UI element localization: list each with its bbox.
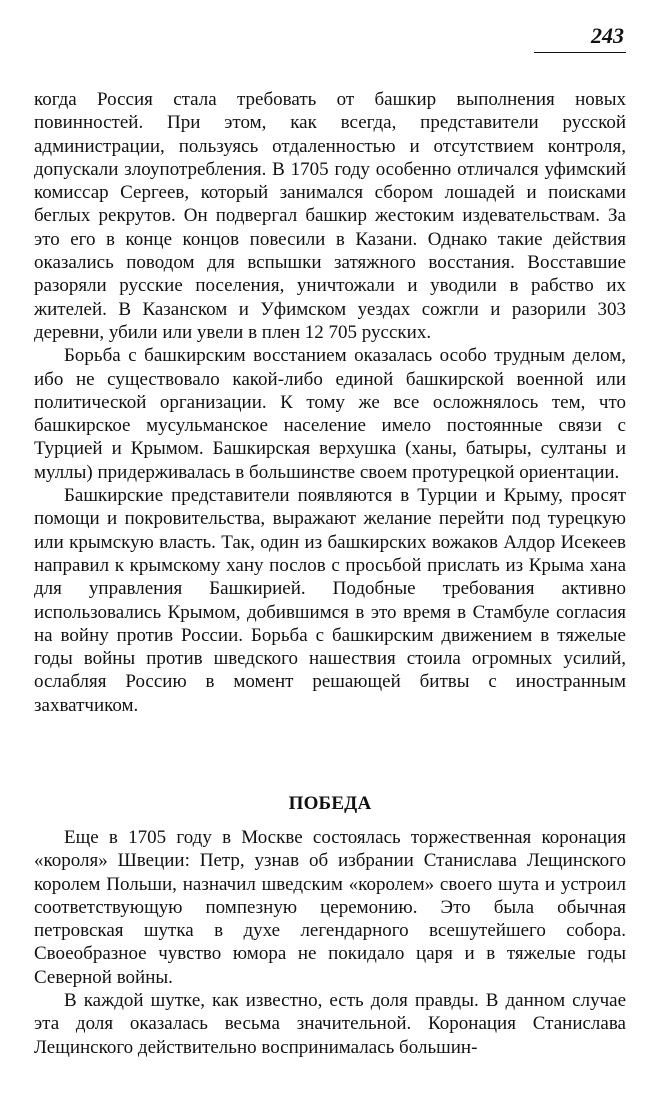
- page-number: 243: [591, 23, 624, 48]
- text-block-top: [34, 88, 626, 717]
- section-heading: ПОБЕДА: [288, 793, 372, 814]
- paragraph: В каждой шутке, как известно, есть доля правды. В данном случае эта доля оказалась весьма значительной. Коронация Станислава Лещинского действительно воспринималась большин-: [34, 990, 626, 1058]
- header-rule: [534, 52, 626, 53]
- paragraph: Борьба с башкирским восстанием оказалась особо трудным делом, ибо не существовало какой-либо единой башкирской военной или политической организации. К тому же все осложнялось тем, что башкирское мусульманское население имело постоянные связи с Турцией и Крымом. Башкирская верхушка (ханы, батыры, султаны и муллы) придерживалась в большинстве своем протурецкой ориентации.: [34, 345, 626, 483]
- paragraph-continued: когда Россия стала требовать от башкир выполнения новых повинностей. При этом, как всегда, представители русской администрации, пользуясь отдаленностью и отсутствием контроля, допускали злоупотребления. В 1705 году особенно отличался уфимский комиссар Сергеев, который занимался сбором лошадей и поисками беглых рекрутов. Он подвергал башкир жестоким издевательствам. За это его в конце концов повесили в Казани. Однако такие действия оказались поводом для вспышки затяжного восстания. Восставшие разоряли русские поселения, уничтожали и уводили в рабство их жителей. В Казанском и Уфимском уездах сожгли и разорили 303 деревни, убили или увели в плен 12 705 русских.: [34, 89, 626, 343]
- text-block-bottom: [34, 826, 626, 1059]
- paragraph: Еще в 1705 году в Москве состоялась торжественная коронация «короля» Швеции: Петр, узнав об избрании Станислава Лещинского королем Польши, назначил шведским «королем» своего шута и устроил соответствующую помпезную церемонию. Это была обычная петровская шутка в духе легендарного всешутейшего собора. Своеобразное чувство юмора не покидало царя и в тяжелые годы Северной войны.: [34, 827, 626, 988]
- paragraph: Башкирские представители появляются в Турции и Крыму, просят помощи и покровительства, выражают желание перейти под турецкую или крымскую власть. Так, один из башкирских вожаков Алдор Исекеев направил к крымскому хану послов с просьбой прислать из Крыма хана для управления Башкирией. Подобные требования активно использовались Крымом, добившимся в это время в Стамбуле согласия на войну против России. Борьба с башкирским движением в тяжелые годы войны против шведского нашествия стоила огромных усилий, ослабляя Россию в момент решающей битвы с иностранным захватчиком.: [34, 485, 626, 716]
